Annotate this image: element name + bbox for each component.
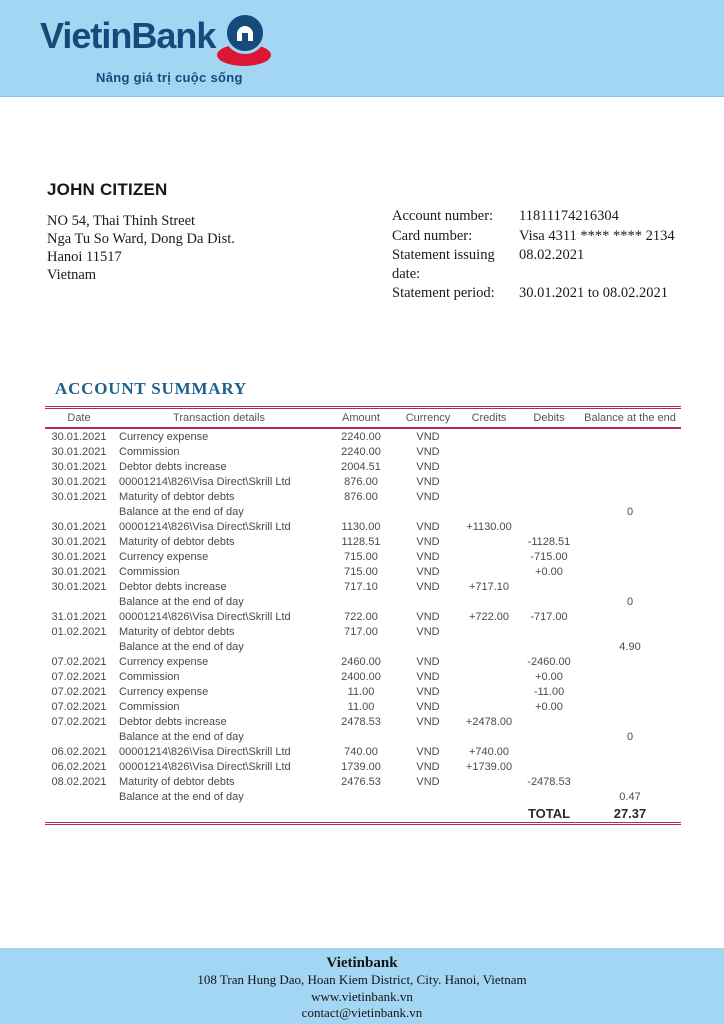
- cell-amount: 1130.00: [341, 520, 381, 533]
- header-band: [0, 0, 724, 97]
- col-header-amount: Amount: [325, 408, 397, 429]
- cell-transaction-details: Commission: [119, 445, 180, 458]
- customer-name: JOHN CITIZEN: [47, 180, 168, 199]
- transaction-row: [45, 459, 681, 474]
- transaction-row: [45, 428, 681, 444]
- cell-balance: [579, 519, 681, 534]
- transaction-row: [45, 774, 681, 789]
- cell-currency: VND: [416, 685, 440, 698]
- cell-debits: -715.00: [530, 550, 568, 563]
- transaction-row: [45, 759, 681, 774]
- cell-credits: [459, 534, 519, 549]
- cell-amount: 2240.00: [341, 445, 381, 458]
- transaction-row: [45, 594, 681, 609]
- cell-date: 30.01.2021: [51, 490, 107, 503]
- cell-currency: VND: [416, 625, 440, 638]
- cell-date: [45, 729, 113, 744]
- customer-address-line: Vietnam: [47, 267, 97, 283]
- footer-bank-name: Vietinbank: [326, 955, 398, 971]
- logo-arch-notch: [242, 33, 248, 41]
- account-info-block: [392, 207, 675, 303]
- cell-date: 07.02.2021: [51, 700, 107, 713]
- cell-amount: 740.00: [344, 745, 378, 758]
- col-header-currency: Currency: [397, 408, 459, 429]
- cell-date: [45, 789, 113, 804]
- cell-transaction-details: Debtor debts increase: [119, 715, 227, 728]
- cell-credits: [459, 639, 519, 654]
- cell-date: 30.01.2021: [51, 475, 107, 488]
- transaction-row: [45, 714, 681, 729]
- cell-date: 07.02.2021: [51, 670, 107, 683]
- cell-balance: 4.90: [619, 640, 641, 653]
- total-row: [45, 804, 681, 824]
- table-body: [45, 428, 681, 804]
- cell-debits: [519, 459, 579, 474]
- col-header-transaction-details: Transaction details: [113, 408, 325, 429]
- cell-transaction-details: Maturity of debtor debts: [119, 535, 235, 548]
- cell-currency: VND: [416, 745, 440, 758]
- cell-balance: [579, 444, 681, 459]
- cell-credits: +1130.00: [466, 520, 512, 533]
- cell-date: 01.02.2021: [51, 625, 107, 638]
- cell-credits: [459, 428, 519, 444]
- cell-debits: [519, 489, 579, 504]
- cell-date: 30.01.2021: [51, 445, 107, 458]
- cell-amount: 2460.00: [341, 655, 381, 668]
- cell-transaction-details: 00001214\826\Visa Direct\Skrill Ltd: [119, 520, 291, 533]
- cell-amount: [325, 639, 397, 654]
- cell-transaction-details: Currency expense: [119, 685, 209, 698]
- cell-balance: [579, 774, 681, 789]
- cell-currency: VND: [416, 610, 440, 623]
- cell-debits: -1128.51: [527, 535, 571, 548]
- cell-balance: [579, 474, 681, 489]
- cell-date: 30.01.2021: [51, 565, 107, 578]
- cell-debits: +0.00: [535, 700, 563, 713]
- cell-currency: VND: [416, 715, 440, 728]
- cell-balance: 0.47: [619, 790, 641, 803]
- cell-transaction-details: Balance at the end of day: [119, 790, 244, 803]
- cell-credits: [459, 564, 519, 579]
- footer-website: www.vietinbank.vn: [311, 988, 413, 1004]
- cell-debits: -717.00: [530, 610, 568, 623]
- cell-currency: VND: [416, 700, 440, 713]
- col-header-debits: Debits: [519, 408, 579, 429]
- col-header-balance: Balance at the end: [579, 408, 681, 429]
- cell-amount: 715.00: [344, 565, 378, 578]
- cell-amount: 876.00: [344, 490, 378, 503]
- cell-transaction-details: 00001214\826\Visa Direct\Skrill Ltd: [119, 610, 291, 623]
- cell-transaction-details: Balance at the end of day: [119, 505, 244, 518]
- transaction-row: [45, 579, 681, 594]
- cell-debits: [519, 519, 579, 534]
- cell-amount: 11.00: [347, 700, 375, 713]
- transaction-row: [45, 789, 681, 804]
- cell-credits: +2478.00: [465, 715, 513, 728]
- cell-transaction-details: Balance at the end of day: [119, 595, 244, 608]
- cell-transaction-details: 00001214\826\Visa Direct\Skrill Ltd: [119, 475, 291, 488]
- cell-amount: 717.00: [344, 625, 378, 638]
- cell-transaction-details: Maturity of debtor debts: [119, 775, 235, 788]
- account-summary-title: ACCOUNT SUMMARY: [55, 379, 247, 398]
- cell-transaction-details: Debtor debts increase: [119, 460, 227, 473]
- logo-arch-shape: [237, 26, 253, 41]
- cell-amount: 11.00: [347, 685, 375, 698]
- cell-currency: VND: [416, 445, 440, 458]
- customer-address-line: Hanoi 11517: [47, 249, 122, 265]
- footer-email: contact@vietinbank.vn: [301, 1005, 423, 1020]
- cell-credits: [459, 729, 519, 744]
- cell-credits: [459, 444, 519, 459]
- transaction-row: [45, 639, 681, 654]
- cell-debits: -11.00: [533, 685, 565, 698]
- cell-debits: [519, 789, 579, 804]
- cell-debits: [519, 729, 579, 744]
- cell-date: 06.02.2021: [51, 760, 107, 773]
- cell-debits: -2478.53: [527, 775, 571, 788]
- cell-currency: VND: [416, 520, 440, 533]
- cell-currency: VND: [416, 580, 440, 593]
- cell-currency: VND: [416, 565, 440, 578]
- cell-date: 08.02.2021: [51, 775, 107, 788]
- cell-debits: [519, 428, 579, 444]
- cell-amount: 2004.51: [341, 460, 381, 473]
- cell-currency: VND: [416, 550, 440, 563]
- cell-debits: +0.00: [535, 565, 563, 578]
- statement-issuing-date-value: 08.02.2021: [519, 247, 585, 263]
- cell-balance: [579, 549, 681, 564]
- cell-currency: VND: [416, 655, 440, 668]
- cell-date: 30.01.2021: [51, 550, 107, 563]
- cell-date: 30.01.2021: [51, 460, 107, 473]
- customer-address-line: NO 54, Thai Thinh Street: [47, 213, 196, 229]
- transaction-row: [45, 699, 681, 714]
- cell-date: 07.02.2021: [51, 715, 107, 728]
- transaction-row: [45, 654, 681, 669]
- cell-amount: 876.00: [344, 475, 378, 488]
- customer-block: [47, 180, 235, 284]
- cell-date: 06.02.2021: [51, 745, 107, 758]
- cell-date: 07.02.2021: [51, 655, 107, 668]
- transaction-row: [45, 489, 681, 504]
- cell-credits: +717.10: [468, 580, 510, 593]
- cell-date: 30.01.2021: [51, 430, 107, 443]
- cell-currency: VND: [416, 775, 440, 788]
- transaction-row: [45, 519, 681, 534]
- cell-date: 30.01.2021: [51, 520, 107, 533]
- cell-credits: [459, 459, 519, 474]
- cell-credits: [459, 654, 519, 669]
- cell-credits: [459, 669, 519, 684]
- transaction-row: [45, 669, 681, 684]
- footer-address: 108 Tran Hung Dao, Hoan Kiem District, City. Hanoi, Vietnam: [197, 972, 527, 987]
- cell-date: [45, 594, 113, 609]
- cell-transaction-details: Commission: [119, 670, 180, 683]
- brand-name: VietinBank: [40, 15, 216, 56]
- cell-balance: [579, 654, 681, 669]
- cell-credits: [459, 684, 519, 699]
- card-number-label: Card number:: [392, 227, 473, 244]
- cell-date: 07.02.2021: [51, 685, 107, 698]
- cell-amount: 2476.53: [341, 775, 381, 788]
- cell-balance: [579, 579, 681, 594]
- cell-balance: [579, 564, 681, 579]
- cell-credits: [459, 474, 519, 489]
- cell-balance: [579, 624, 681, 639]
- cell-debits: [519, 639, 579, 654]
- table-header: [45, 408, 681, 429]
- cell-transaction-details: Maturity of debtor debts: [119, 625, 235, 638]
- cell-credits: [459, 624, 519, 639]
- cell-transaction-details: Currency expense: [119, 655, 209, 668]
- cell-currency: [397, 789, 459, 804]
- cell-transaction-details: Currency expense: [119, 550, 209, 563]
- cell-currency: VND: [416, 535, 440, 548]
- vietinbank-coin-icon: [217, 12, 271, 68]
- total-value: 27.37: [579, 804, 681, 824]
- cell-transaction-details: Currency expense: [119, 430, 209, 443]
- cell-balance: 0: [626, 730, 634, 743]
- cell-currency: [397, 504, 459, 519]
- cell-currency: [397, 594, 459, 609]
- customer-address-line: Nga Tu So Ward, Dong Da Dist.: [47, 231, 235, 247]
- cell-debits: [519, 759, 579, 774]
- cell-date: [45, 504, 113, 519]
- cell-amount: [325, 789, 397, 804]
- cell-date: [45, 639, 113, 654]
- cell-transaction-details: Balance at the end of day: [119, 640, 244, 653]
- cell-transaction-details: Commission: [119, 565, 180, 578]
- cell-debits: +0.00: [535, 670, 563, 683]
- statement-issuing-date-label: Statement issuing date:: [392, 247, 495, 282]
- cell-credits: +722.00: [468, 610, 510, 623]
- cell-credits: +740.00: [468, 745, 510, 758]
- cell-amount: 1739.00: [341, 760, 381, 773]
- cell-transaction-details: Maturity of debtor debts: [119, 490, 235, 503]
- col-header-credits: Credits: [459, 408, 519, 429]
- transaction-row: [45, 534, 681, 549]
- cell-currency: [397, 639, 459, 654]
- statement-period-value: 30.01.2021 to 08.02.2021: [519, 285, 669, 301]
- transaction-row: [45, 549, 681, 564]
- cell-credits: [459, 789, 519, 804]
- cell-amount: 715.00: [344, 550, 378, 563]
- transaction-row: [45, 474, 681, 489]
- cell-debits: -2460.00: [527, 655, 571, 668]
- cell-transaction-details: 00001214\826\Visa Direct\Skrill Ltd: [119, 745, 291, 758]
- account-number-label: Account number:: [392, 208, 494, 224]
- cell-debits: [519, 579, 579, 594]
- transaction-row: [45, 729, 681, 744]
- cell-debits: [519, 504, 579, 519]
- cell-transaction-details: Debtor debts increase: [119, 580, 227, 593]
- transaction-row: [45, 609, 681, 624]
- cell-amount: 2478.53: [341, 715, 381, 728]
- account-number-value: 11811174216304: [519, 208, 619, 224]
- cell-balance: [579, 609, 681, 624]
- cell-balance: [579, 744, 681, 759]
- cell-debits: [519, 444, 579, 459]
- cell-credits: [459, 594, 519, 609]
- vietinbank-logo: [40, 12, 271, 85]
- cell-debits: [519, 474, 579, 489]
- cell-balance: [579, 459, 681, 474]
- cell-balance: [579, 684, 681, 699]
- cell-debits: [519, 714, 579, 729]
- cell-amount: [325, 729, 397, 744]
- cell-currency: VND: [416, 460, 440, 473]
- col-header-date: Date: [45, 408, 113, 429]
- cell-credits: [459, 774, 519, 789]
- cell-credits: [459, 549, 519, 564]
- cell-debits: [519, 744, 579, 759]
- cell-amount: 722.00: [344, 610, 378, 623]
- cell-amount: 2400.00: [341, 670, 381, 683]
- transaction-row: [45, 444, 681, 459]
- transaction-row: [45, 504, 681, 519]
- cell-amount: [325, 594, 397, 609]
- cell-date: 30.01.2021: [51, 535, 107, 548]
- cell-debits: [519, 594, 579, 609]
- cell-transaction-details: 00001214\826\Visa Direct\Skrill Ltd: [119, 760, 291, 773]
- footer-band: [0, 948, 724, 1024]
- transaction-row: [45, 564, 681, 579]
- transaction-row: [45, 684, 681, 699]
- cell-balance: [579, 428, 681, 444]
- cell-amount: 717.10: [344, 580, 378, 593]
- statement-period-label: Statement period:: [392, 285, 495, 301]
- cell-credits: [459, 489, 519, 504]
- cell-balance: [579, 534, 681, 549]
- cell-currency: VND: [416, 760, 440, 773]
- cell-date: 30.01.2021: [51, 580, 107, 593]
- cell-currency: VND: [416, 490, 440, 503]
- cell-currency: VND: [416, 430, 440, 443]
- cell-credits: [459, 504, 519, 519]
- cell-transaction-details: Commission: [119, 700, 180, 713]
- cell-amount: [325, 504, 397, 519]
- cell-balance: [579, 669, 681, 684]
- transaction-row: [45, 624, 681, 639]
- cell-balance: 0: [626, 595, 634, 608]
- cell-amount: 2240.00: [341, 430, 381, 443]
- cell-credits: [459, 699, 519, 714]
- cell-transaction-details: Balance at the end of day: [119, 730, 244, 743]
- brand-tagline: Nâng giá trị cuộc sống: [96, 70, 243, 85]
- cell-balance: [579, 699, 681, 714]
- total-label: TOTAL: [519, 804, 579, 824]
- transaction-row: [45, 744, 681, 759]
- transactions-table: [45, 406, 681, 825]
- cell-balance: 0: [626, 505, 634, 518]
- cell-credits: +1739.00: [465, 760, 513, 773]
- card-number-value: Visa 4311 **** **** 2134: [519, 227, 675, 244]
- cell-debits: [519, 624, 579, 639]
- cell-date: 31.01.2021: [51, 610, 107, 623]
- cell-currency: VND: [416, 670, 440, 683]
- cell-amount: 1128.51: [341, 535, 381, 548]
- cell-currency: VND: [416, 475, 440, 488]
- cell-balance: [579, 489, 681, 504]
- cell-balance: [579, 759, 681, 774]
- cell-balance: [579, 714, 681, 729]
- cell-currency: [397, 729, 459, 744]
